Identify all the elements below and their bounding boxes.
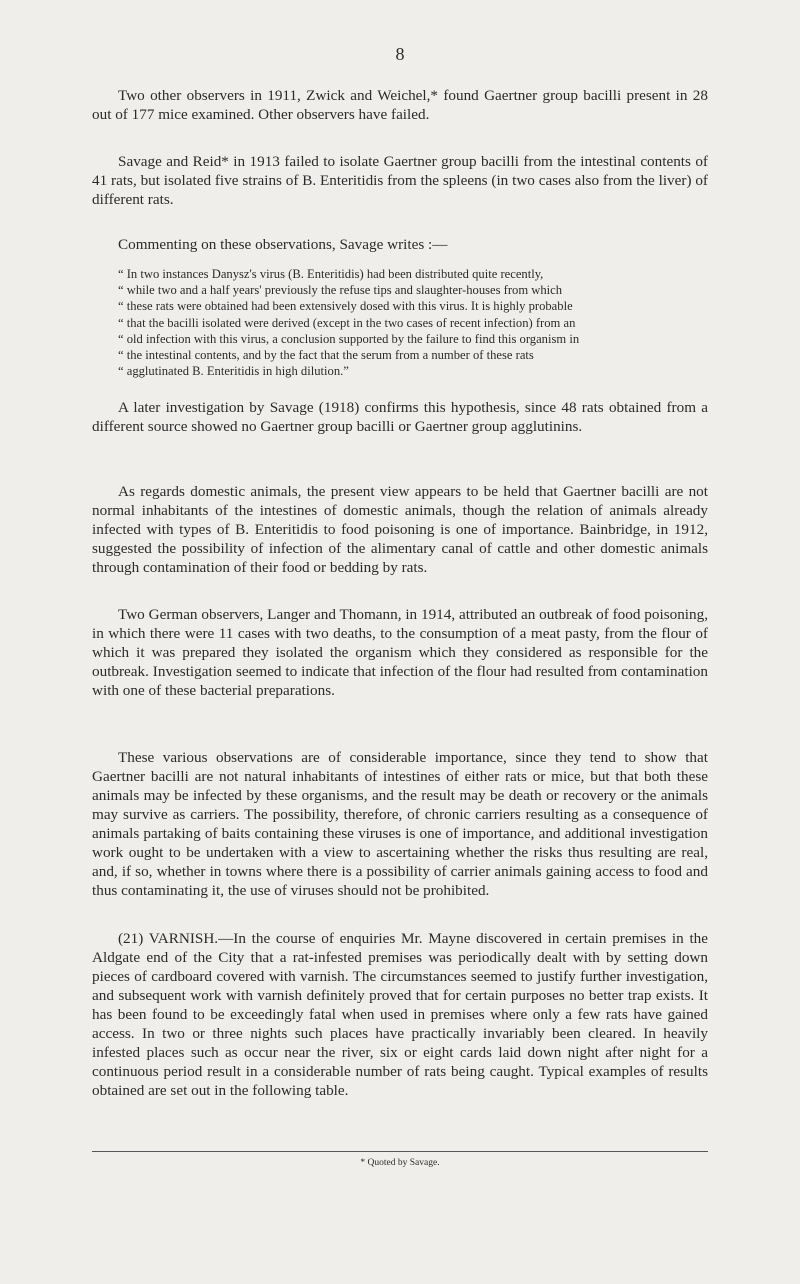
footnote: * Quoted by Savage. (360, 1158, 440, 1168)
paragraph-later-investigation: A later investigation by Savage (1918) confirms this hypothesis, since 48 rats obtained from a different source showed no Gaertner group bacilli or Gaertner group agglutinins. (92, 399, 708, 435)
footnote-divider (92, 1151, 708, 1152)
paragraph-commenting: Commenting on these observations, Savage writes :— (118, 236, 448, 253)
quote-line: “ old infection with this virus, a conclusion supported by the failure to find this organism in (118, 331, 580, 346)
quote-line: “ the intestinal contents, and by the fact that the serum from a number of these rats (118, 348, 534, 363)
paragraph-domestic-animals: As regards domestic animals, the present view appears to be held that Gaertner bacilli are not normal inhabitants of the intestines of domestic animals, though the relation of animals already infected with types of B. Enteritidis to food poisoning is one of importance. Bainbridge, in 1912, suggested the possibility of infection of the alimentary canal of cattle and other domestic animals through contamination of their food or bedding by rats. (92, 483, 708, 576)
paragraph-german-observers: Two German observers, Langer and Thomann, in 1914, attributed an outbreak of food poisoning, in which there were 11 cases with two deaths, to the consumption of a meat pasty, from the flour of which it was prepared they isolated the organism which they considered as responsible for the outbreak. Investigation seemed to indicate that infection of the flour had resulted from contamination with one of these bacterial preparations. (92, 606, 708, 699)
quote-line: “ these rats were obtained had been extensively dosed with this virus. It is highly probable (118, 299, 573, 314)
quote-line: “ agglutinated B. Enteritidis in high dilution.” (118, 364, 349, 379)
quote-line: “ while two and a half years' previously the refuse tips and slaughter-houses from which (118, 283, 563, 298)
paragraph-savage-reid: Savage and Reid* in 1913 failed to isolate Gaertner group bacilli from the intestinal contents of 41 rats, but isolated five strains of B. Enteritidis from the spleens (in two cases also from the liver) of different rats. (92, 153, 708, 208)
paragraph-zwick-weichel: Two other observers in 1911, Zwick and Weichel,* found Gaertner group bacilli present in 28 out of 177 mice examined. Other observers have failed. (92, 87, 708, 123)
paragraph-varnish: (21) VARNISH.—In the course of enquiries Mr. Mayne discovered in certain premises in the Aldgate end of the City that a rat-infested premises was periodically dealt with by setting down pieces of cardboard covered with varnish. The circumstances seemed to justify further investigation, and subsequent work with varnish definitely proved that for certain purposes no better trap exists. It has been found to be exceedingly fatal when used in premises where only a few rats have gained access. In two or three nights such places have practically invariably been cleared. In heavily infested places such as occur near the river, six or eight cards laid down night after night for a continuous period result in a considerable number of rats being caught. Typical examples of results obtained are set out in the following table. (92, 930, 708, 1099)
page-number: 8 (395, 44, 405, 64)
quote-line: “ that the bacilli isolated were derived (except in the two cases of recent infection) from an (118, 315, 576, 330)
quote-line: “ In two instances Danysz's virus (B. Enteritidis) had been distributed quite recently, (118, 267, 544, 281)
paragraph-observations-importance: These various observations are of considerable importance, since they tend to show that Gaertner bacilli are not natural inhabitants of intestines of either rats or mice, but that both these animals may be infected by these organisms, and the result may be death or recovery or the animals may survive as carriers. The possibility, therefore, of chronic carriers resulting as a consequence of animals partaking of baits containing these viruses is one of importance, and additional investigation work ought to be undertaken with a view to ascertaining whether the risks thus resulting are real, and, if so, whether in towns where there is a possibility of carrier animals gaining access to food and thus contaminating it, the use of viruses should not be prohibited. (92, 749, 708, 899)
savage-quotation (118, 266, 710, 379)
